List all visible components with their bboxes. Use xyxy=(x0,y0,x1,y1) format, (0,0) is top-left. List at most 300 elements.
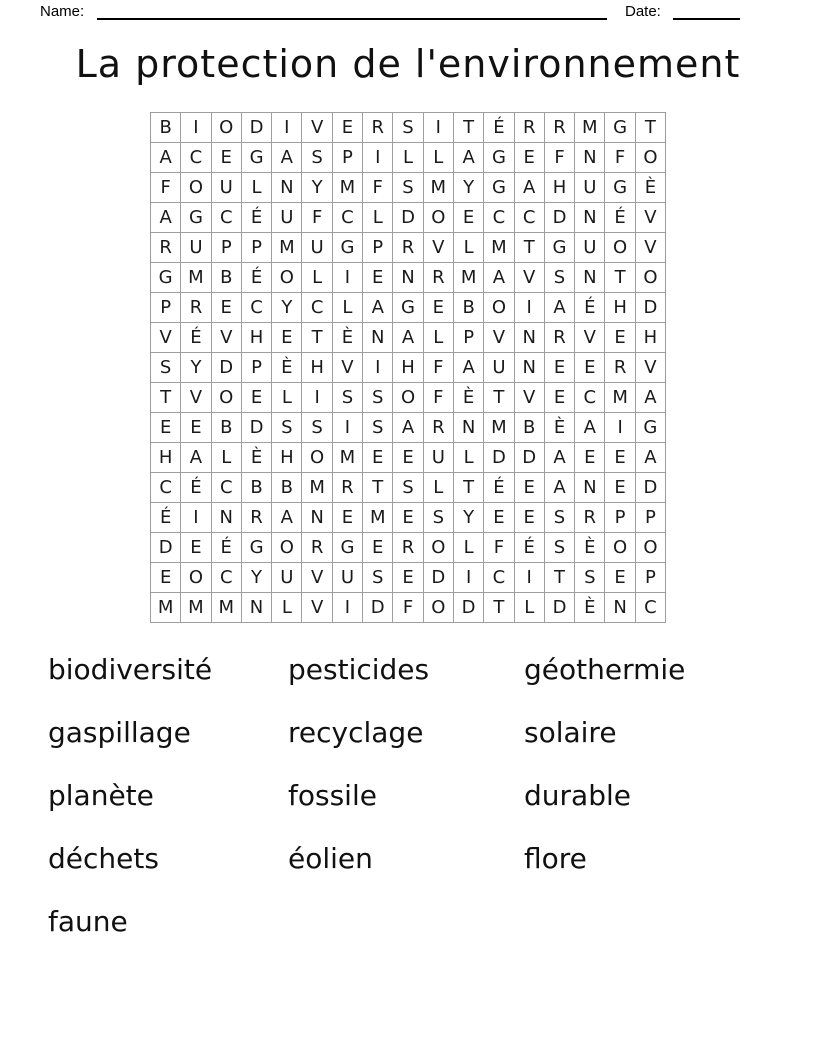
grid-cell: O xyxy=(302,443,332,473)
grid-cell: O xyxy=(212,113,242,143)
grid-cell: V xyxy=(424,233,454,263)
grid-cell: I xyxy=(272,113,302,143)
word-list-item: gaspillage xyxy=(48,716,191,749)
grid-cell: S xyxy=(545,503,575,533)
grid-cell: D xyxy=(242,413,272,443)
header xyxy=(40,2,740,24)
grid-cell: E xyxy=(363,263,393,293)
grid-cell: F xyxy=(363,173,393,203)
grid-cell: S xyxy=(363,383,393,413)
grid-cell: O xyxy=(181,173,211,203)
grid-cell: N xyxy=(393,263,423,293)
grid-cell: M xyxy=(181,593,211,623)
grid-cell: G xyxy=(181,203,211,233)
grid-cell: U xyxy=(272,563,302,593)
grid-cell: I xyxy=(333,263,363,293)
grid-cell: D xyxy=(515,443,545,473)
grid-cell: F xyxy=(545,143,575,173)
grid-cell: N xyxy=(575,143,605,173)
grid-cell: B xyxy=(212,263,242,293)
grid-cell: L xyxy=(454,443,484,473)
word-list-item: pesticides xyxy=(288,653,430,686)
grid-cell: V xyxy=(575,323,605,353)
grid-cell: É xyxy=(515,533,545,563)
grid-cell: P xyxy=(333,143,363,173)
grid-cell: E xyxy=(181,413,211,443)
grid-cell: M xyxy=(151,593,181,623)
grid-cell: È xyxy=(272,353,302,383)
word-list-item: durable xyxy=(524,779,631,812)
grid-cell: B xyxy=(151,113,181,143)
grid-cell: A xyxy=(272,503,302,533)
grid-cell: D xyxy=(363,593,393,623)
grid-cell: D xyxy=(393,203,423,233)
grid-cell: A xyxy=(484,263,514,293)
grid-cell: L xyxy=(212,443,242,473)
grid-cell: B xyxy=(272,473,302,503)
grid-cell: P xyxy=(212,233,242,263)
grid-cell: A xyxy=(363,293,393,323)
grid-cell: N xyxy=(272,173,302,203)
grid-cell: A xyxy=(151,203,181,233)
grid-cell: S xyxy=(333,383,363,413)
grid-cell: B xyxy=(454,293,484,323)
grid-cell: L xyxy=(333,293,363,323)
grid-cell: C xyxy=(212,563,242,593)
grid-cell: V xyxy=(181,383,211,413)
grid-cell: Y xyxy=(302,173,332,203)
grid-cell: É xyxy=(181,323,211,353)
grid-cell: L xyxy=(454,233,484,263)
grid-cell: C xyxy=(242,293,272,323)
grid-cell: M xyxy=(333,173,363,203)
grid-cell: A xyxy=(393,413,423,443)
grid-cell: E xyxy=(545,353,575,383)
grid-cell: F xyxy=(424,383,454,413)
grid-cell: E xyxy=(545,383,575,413)
grid-cell: O xyxy=(636,533,666,563)
grid-cell: I xyxy=(363,143,393,173)
grid-cell: I xyxy=(181,113,211,143)
grid-cell: V xyxy=(212,323,242,353)
grid-cell: E xyxy=(272,323,302,353)
grid-cell: R xyxy=(515,113,545,143)
grid-cell: O xyxy=(484,293,514,323)
grid-cell: A xyxy=(545,293,575,323)
grid-cell: O xyxy=(636,143,666,173)
grid-cell: I xyxy=(302,383,332,413)
grid-cell: V xyxy=(333,353,363,383)
grid-cell: G xyxy=(333,533,363,563)
grid-cell: R xyxy=(393,233,423,263)
grid-cell: V xyxy=(151,323,181,353)
grid-cell: E xyxy=(575,353,605,383)
word-list-item: géothermie xyxy=(524,653,686,686)
grid-cell: S xyxy=(363,563,393,593)
grid-cell: O xyxy=(272,263,302,293)
grid-cell: G xyxy=(151,263,181,293)
grid-cell: E xyxy=(393,443,423,473)
date-label: Date: xyxy=(625,3,661,20)
grid-cell: U xyxy=(302,233,332,263)
grid-cell: Y xyxy=(454,503,484,533)
grid-cell: N xyxy=(575,263,605,293)
grid-cell: N xyxy=(515,323,545,353)
grid-cell: R xyxy=(393,533,423,563)
grid-cell: N xyxy=(575,473,605,503)
grid-cell: O xyxy=(181,563,211,593)
grid-cell: A xyxy=(454,353,484,383)
grid-cell: P xyxy=(636,503,666,533)
grid-cell: V xyxy=(636,233,666,263)
grid-cell: C xyxy=(636,593,666,623)
grid-cell: É xyxy=(181,473,211,503)
grid-cell: H xyxy=(302,353,332,383)
grid-cell: A xyxy=(636,443,666,473)
grid-cell: H xyxy=(636,323,666,353)
grid-cell: É xyxy=(575,293,605,323)
grid-cell: I xyxy=(515,563,545,593)
grid-cell: A xyxy=(151,143,181,173)
grid-cell: É xyxy=(242,263,272,293)
grid-cell: N xyxy=(212,503,242,533)
grid-cell: V xyxy=(636,353,666,383)
grid-cell: I xyxy=(515,293,545,323)
grid-cell: G xyxy=(484,173,514,203)
grid-cell: P xyxy=(242,233,272,263)
word-list-item: biodiversité xyxy=(48,653,213,686)
grid-cell: S xyxy=(302,143,332,173)
grid-cell: E xyxy=(393,503,423,533)
grid-cell: S xyxy=(393,473,423,503)
grid-cell: S xyxy=(393,173,423,203)
grid-cell: L xyxy=(424,143,454,173)
grid-cell: E xyxy=(181,533,211,563)
grid-cell: E xyxy=(515,143,545,173)
grid-cell: L xyxy=(363,203,393,233)
grid-cell: T xyxy=(605,263,635,293)
grid-cell: P xyxy=(605,503,635,533)
grid-cell: N xyxy=(515,353,545,383)
grid-cell: S xyxy=(272,413,302,443)
grid-cell: A xyxy=(454,143,484,173)
grid-cell: E xyxy=(515,473,545,503)
grid-cell: I xyxy=(333,413,363,443)
grid-cell: L xyxy=(272,383,302,413)
grid-cell: M xyxy=(272,233,302,263)
grid-cell: É xyxy=(605,203,635,233)
name-blank-line xyxy=(97,18,607,20)
grid-cell: U xyxy=(181,233,211,263)
grid-cell: R xyxy=(333,473,363,503)
grid-cell: D xyxy=(242,113,272,143)
grid-cell: F xyxy=(302,203,332,233)
grid-cell: U xyxy=(333,563,363,593)
grid-cell: I xyxy=(605,413,635,443)
grid-cell: N xyxy=(454,413,484,443)
word-list-item: fossile xyxy=(288,779,377,812)
grid-cell: A xyxy=(575,413,605,443)
grid-cell: A xyxy=(272,143,302,173)
grid-cell: È xyxy=(242,443,272,473)
grid-cell: N xyxy=(242,593,272,623)
grid-cell: A xyxy=(515,173,545,203)
grid-cell: G xyxy=(484,143,514,173)
grid-cell: P xyxy=(363,233,393,263)
grid-cell: T xyxy=(363,473,393,503)
grid-cell: N xyxy=(302,503,332,533)
grid-cell: E xyxy=(333,503,363,533)
grid-cell: È xyxy=(545,413,575,443)
grid-cell: L xyxy=(515,593,545,623)
grid-cell: R xyxy=(575,503,605,533)
grid-cell: G xyxy=(242,533,272,563)
grid-cell: G xyxy=(393,293,423,323)
grid-cell: Y xyxy=(242,563,272,593)
grid-cell: I xyxy=(363,353,393,383)
grid-cell: O xyxy=(424,593,454,623)
grid-cell: R xyxy=(363,113,393,143)
word-list-item: planète xyxy=(48,779,154,812)
grid-cell: F xyxy=(605,143,635,173)
grid-cell: M xyxy=(363,503,393,533)
grid-cell: T xyxy=(484,593,514,623)
grid-cell: M xyxy=(181,263,211,293)
grid-cell: I xyxy=(333,593,363,623)
grid-cell: D xyxy=(454,593,484,623)
grid-cell: S xyxy=(363,413,393,443)
grid-cell: L xyxy=(242,173,272,203)
grid-cell: E xyxy=(605,563,635,593)
grid-cell: C xyxy=(484,563,514,593)
grid-cell: È xyxy=(636,173,666,203)
grid-cell: G xyxy=(636,413,666,443)
word-list-item: éolien xyxy=(288,842,373,875)
grid-cell: A xyxy=(636,383,666,413)
grid-cell: L xyxy=(424,323,454,353)
grid-cell: E xyxy=(424,293,454,323)
grid-cell: A xyxy=(545,443,575,473)
grid-cell: C xyxy=(484,203,514,233)
grid-cell: È xyxy=(575,533,605,563)
grid-cell: E xyxy=(605,473,635,503)
grid-cell: H xyxy=(242,323,272,353)
grid-cell: L xyxy=(302,263,332,293)
grid-cell: L xyxy=(424,473,454,503)
grid-cell: M xyxy=(424,173,454,203)
grid-cell: E xyxy=(454,203,484,233)
grid-cell: O xyxy=(636,263,666,293)
word-search-grid xyxy=(150,112,666,623)
grid-cell: L xyxy=(393,143,423,173)
grid-cell: I xyxy=(454,563,484,593)
grid-cell: I xyxy=(181,503,211,533)
grid-cell: E xyxy=(212,293,242,323)
grid-cell: C xyxy=(212,203,242,233)
grid-cell: S xyxy=(424,503,454,533)
grid-cell: F xyxy=(393,593,423,623)
grid-cell: P xyxy=(636,563,666,593)
grid-cell: O xyxy=(605,533,635,563)
grid-cell: S xyxy=(302,413,332,443)
grid-cell: C xyxy=(302,293,332,323)
grid-cell: P xyxy=(151,293,181,323)
grid-cell: H xyxy=(545,173,575,203)
grid-cell: L xyxy=(454,533,484,563)
grid-cell: U xyxy=(272,203,302,233)
grid-cell: R xyxy=(302,533,332,563)
date-blank-line xyxy=(673,18,740,20)
grid-cell: G xyxy=(242,143,272,173)
grid-cell: C xyxy=(181,143,211,173)
grid-cell: H xyxy=(151,443,181,473)
grid-cell: T xyxy=(454,113,484,143)
grid-cell: C xyxy=(151,473,181,503)
grid-cell: E xyxy=(605,443,635,473)
grid-cell: È xyxy=(333,323,363,353)
grid-cell: L xyxy=(272,593,302,623)
grid-cell: R xyxy=(242,503,272,533)
grid-cell: R xyxy=(151,233,181,263)
word-list xyxy=(48,638,768,953)
grid-cell: O xyxy=(272,533,302,563)
grid-cell: B xyxy=(242,473,272,503)
grid-cell: È xyxy=(454,383,484,413)
grid-cell: C xyxy=(212,473,242,503)
grid-cell: O xyxy=(605,233,635,263)
grid-cell: S xyxy=(575,563,605,593)
grid-cell: E xyxy=(393,563,423,593)
grid-cell: V xyxy=(515,383,545,413)
grid-cell: A xyxy=(181,443,211,473)
grid-cell: M xyxy=(484,413,514,443)
grid-cell: R xyxy=(545,113,575,143)
grid-cell: F xyxy=(424,353,454,383)
grid-cell: B xyxy=(212,413,242,443)
grid-cell: D xyxy=(212,353,242,383)
grid-cell: É xyxy=(151,503,181,533)
grid-cell: T xyxy=(151,383,181,413)
grid-cell: M xyxy=(212,593,242,623)
grid-cell: É xyxy=(484,473,514,503)
grid-cell: T xyxy=(545,563,575,593)
grid-cell: P xyxy=(454,323,484,353)
grid-cell: U xyxy=(212,173,242,203)
grid-cell: T xyxy=(515,233,545,263)
grid-cell: A xyxy=(393,323,423,353)
grid-cell: É xyxy=(212,533,242,563)
grid-cell: E xyxy=(363,533,393,563)
grid-cell: C xyxy=(333,203,363,233)
word-list-item: faune xyxy=(48,905,128,938)
grid-cell: R xyxy=(605,353,635,383)
grid-cell: S xyxy=(151,353,181,383)
grid-cell: G xyxy=(545,233,575,263)
grid-cell: S xyxy=(393,113,423,143)
grid-cell: È xyxy=(575,593,605,623)
grid-cell: F xyxy=(484,533,514,563)
grid-cell: N xyxy=(575,203,605,233)
grid-cell: O xyxy=(424,533,454,563)
grid-cell: E xyxy=(151,413,181,443)
grid-cell: V xyxy=(302,563,332,593)
grid-cell: N xyxy=(605,593,635,623)
name-label: Name: xyxy=(40,3,85,20)
grid-cell: N xyxy=(363,323,393,353)
grid-cell: D xyxy=(424,563,454,593)
grid-cell: V xyxy=(484,323,514,353)
grid-cell: F xyxy=(151,173,181,203)
grid-cell: E xyxy=(212,143,242,173)
grid-cell: E xyxy=(242,383,272,413)
grid-cell: M xyxy=(302,473,332,503)
grid-cell: S xyxy=(545,533,575,563)
word-list-item: déchets xyxy=(48,842,159,875)
word-list-item: flore xyxy=(524,842,587,875)
grid-cell: D xyxy=(151,533,181,563)
grid-cell: E xyxy=(363,443,393,473)
grid-cell: G xyxy=(605,113,635,143)
grid-cell: I xyxy=(424,113,454,143)
grid-cell: O xyxy=(424,203,454,233)
grid-cell: C xyxy=(515,203,545,233)
grid-cell: R xyxy=(545,323,575,353)
grid-cell: T xyxy=(484,383,514,413)
grid-cell: Y xyxy=(454,173,484,203)
grid-cell: E xyxy=(605,323,635,353)
grid-cell: V xyxy=(302,113,332,143)
grid-cell: Y xyxy=(181,353,211,383)
grid-cell: T xyxy=(302,323,332,353)
grid-cell: D xyxy=(636,473,666,503)
grid-cell: R xyxy=(424,413,454,443)
grid-cell: R xyxy=(424,263,454,293)
grid-cell: M xyxy=(333,443,363,473)
grid-cell: G xyxy=(605,173,635,203)
grid-cell: O xyxy=(393,383,423,413)
word-list-item: solaire xyxy=(524,716,617,749)
grid-cell: H xyxy=(393,353,423,383)
grid-cell: E xyxy=(515,503,545,533)
grid-cell: V xyxy=(515,263,545,293)
grid-cell: U xyxy=(424,443,454,473)
grid-cell: T xyxy=(636,113,666,143)
grid-cell: U xyxy=(575,233,605,263)
grid-cell: A xyxy=(545,473,575,503)
grid-cell: P xyxy=(242,353,272,383)
grid-cell: C xyxy=(575,383,605,413)
grid-cell: D xyxy=(636,293,666,323)
grid-cell: E xyxy=(484,503,514,533)
grid-cell: É xyxy=(484,113,514,143)
grid-cell: M xyxy=(605,383,635,413)
grid-cell: É xyxy=(242,203,272,233)
grid-cell: M xyxy=(454,263,484,293)
grid-cell: R xyxy=(181,293,211,323)
grid-cell: V xyxy=(302,593,332,623)
grid-cell: M xyxy=(575,113,605,143)
grid-cell: E xyxy=(333,113,363,143)
grid-cell: B xyxy=(515,413,545,443)
grid-cell: U xyxy=(575,173,605,203)
grid-cell: H xyxy=(272,443,302,473)
grid-cell: V xyxy=(636,203,666,233)
grid-cell: D xyxy=(484,443,514,473)
grid-cell: E xyxy=(575,443,605,473)
page-title: La protection de l'environnement xyxy=(75,42,741,86)
grid-cell: G xyxy=(333,233,363,263)
grid-cell: D xyxy=(545,593,575,623)
